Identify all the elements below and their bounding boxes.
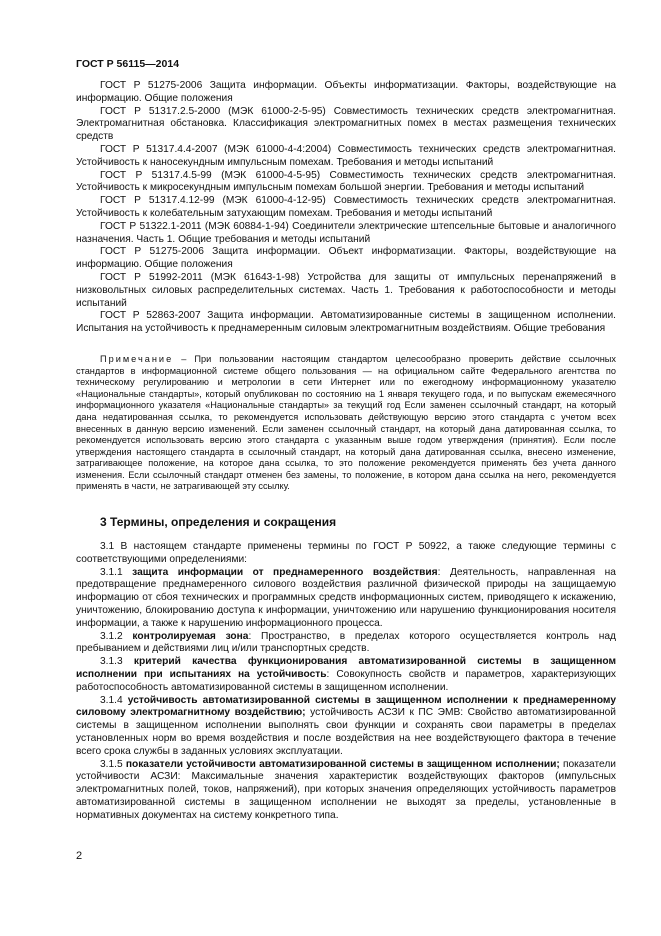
term-text: устойчивость АСЗИ к ПС ЭМВ: Свойство автоматизированной системы в защищенном исполнении выполнять свои функции и сохранять свои параметры в пределах установленных норм во время воздействия и после воздействия на нее воздействующего фактора в течение всего срока службы в заданных условиях эксплуатации.: [76, 707, 616, 757]
term-definition: [76, 631, 616, 657]
section-intro: 3.1 В настоящем стандарте применены термины по ГОСТ Р 50922, а также следующие термины с соответствующими определениями:: [76, 541, 616, 565]
term-text: показатели устойчивости АСЗИ: Максимальные значения характеристик воздействующих факторов (импульсных электромагнитных полей, токов, напряжений), при которых значения определяющих устойчивость параметров автоматизированной системы в защищенном исполнении не выходят за пределы, установленные в нормативных документах на систему конкретного типа.: [76, 758, 616, 821]
reference-item: ГОСТ Р 51317.4.12-99 (МЭК 61000-4-12-95) Совместимость технических средств электромагнитная. Устойчивость к колебательным затухающим помехам. Требования и методы испытаний: [76, 195, 616, 219]
term-name: критерий качества функционирования автоматизированной системы в защищенном исполнении при испытаниях на устойчивость: [76, 656, 616, 681]
term-text: : Совокупность свойств и параметров, характеризующих работоспособность автоматизированной системы в защищенном исполнении.: [76, 669, 616, 693]
reference-item: ГОСТ Р 51275-2006 Защита информации. Объекты информатизации. Факторы, воздействующие на информацию. Общие положения: [76, 80, 616, 104]
note-label: Примечание: [100, 353, 174, 364]
page-number: 2: [76, 850, 83, 862]
reference-item: ГОСТ Р 51322.1-2011 (МЭК 60884-1-94) Соединители электрические штепсельные бытовые и аналогичного назначения. Часть 1. Общие требования и методы испытаний: [76, 220, 616, 245]
section-title: 3 Термины, определения и сокращения: [100, 515, 337, 530]
term-text: : Пространство, в пределах которого осуществляется контроль над пребыванием и действиями лиц и/или транспортных средств.: [76, 630, 616, 655]
term-number: 3.1.3: [100, 656, 134, 668]
term-name: показатели устойчивости автоматизированной системы в защищенном исполнении;: [125, 758, 560, 770]
references-list: [76, 80, 616, 336]
reference-item: ГОСТ Р 51317.4.5-99 (МЭК 61000-4-5-95) Совместимость технических средств электромагнитная. Устойчивость к микросекундным импульсным помехам большой энергии. Требования и методы испытаний: [76, 169, 616, 194]
term-definition: [76, 695, 616, 759]
term-name: защита информации от преднамеренного воздействия: [132, 566, 438, 578]
term-number: 3.1.5: [100, 758, 126, 770]
note-text: – При пользовании настоящим стандартом целесообразно проверить действие ссылочных стандартов в информационной системе общего пользования — на официальном сайте Федерального агентства по техническому регулированию и метрологии в сети Интернет или по ежегодному информационному указателю «Национальные стандарты», который опубликован по состоянию на 1 января текущего года, и по выпускам ежемесячного информационного указателя «Национальные стандарты» за текущий год Если заменен ссылочный стандарт, на который дана недатированная ссылка, то рекомендуется использовать действующую версию этого стандарта с учетом всех внесенных в данную версию изменений. Если заменен ссылочный стандарт, на который дана датированная ссылка, то рекомендуется использовать версию этого стандарта с указанным выше годом утверждения (принятия). Если после утверждения настоящего стандарта в ссылочный стандарт, на который дана датированная ссылка, внесено изменение, затрагивающее положение, на которое дана ссылка, то это положение рекомендуется применять без учета данного изменения. Если ссылочный стандарт отменен без замены, то положение, в котором дана ссылка на него, рекомендуется применять в части, не затрагивающей эту ссылку.: [76, 353, 616, 492]
term-definition: [76, 656, 616, 694]
document-header: ГОСТ Р 56115—2014: [76, 58, 180, 70]
reference-item: ГОСТ Р 51317.4.4-2007 (МЭК 61000-4-4:2004) Совместимость технических средств электромагнитная. Устойчивость к наносекундным импульсным помехам. Требования и методы испытаний: [76, 143, 616, 168]
term-definition: [76, 567, 616, 631]
term-number: 3.1.4: [100, 694, 128, 706]
term-number: 3.1.2: [100, 630, 133, 642]
document-page: [76, 58, 616, 823]
reference-item: ГОСТ Р 51275-2006 Защита информации. Объект информатизации. Факторы, воздействующие на информацию. Общие положения: [76, 246, 616, 271]
note-paragraph: [76, 354, 616, 493]
term-name: контролируемая зона: [132, 630, 249, 642]
reference-item: ГОСТ Р 51992-2011 (МЭК 61643-1-98) Устройства для защиты от импульсных перенапряжений в низковольтных силовых распределительных системах. Часть 1. Требования к работоспособности и методы испытаний: [76, 271, 616, 309]
term-text: : Деятельность, направленная на предотвращение преднамеренного силового воздействия различной физической природы на защищаемую информацию от сбоя технических и программных средств информационных систем, приводящего к искажению, уничтожению, блокированию доступа к информации, уничтожению или нарушению функционирования носителя информации, а также к нарушению информационного процесса.: [76, 566, 616, 629]
reference-item: ГОСТ Р 51317.2.5-2000 (МЭК 61000-2-5-95) Совместимость технических средств электромагнитная. Электромагнитная обстановка. Классификация электромагнитных помех в местах размещения технических средств: [76, 105, 616, 143]
term-number: 3.1.1: [100, 566, 133, 578]
reference-item: ГОСТ Р 52863-2007 Защита информации. Автоматизированные системы в защищенном исполнении. Испытания на устойчивость к преднамеренным силовым электромагнитным воздействиям. Общие требования: [76, 310, 616, 335]
term-definition: [76, 759, 616, 823]
term-name: устойчивость автоматизированной системы в защищенном исполнении к преднамеренному силовому электромагнитному воздействию;: [76, 694, 616, 719]
